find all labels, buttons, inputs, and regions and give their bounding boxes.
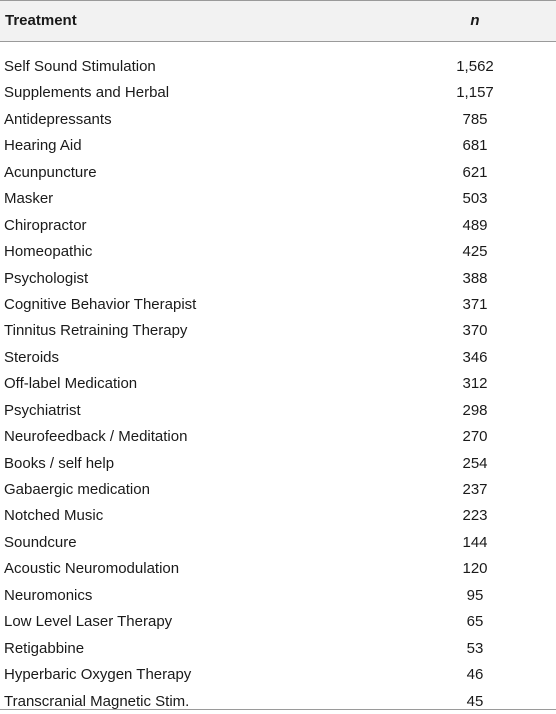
table-row (0, 132, 556, 158)
n-cell: 45 (466, 692, 484, 710)
header-n: n (470, 12, 480, 29)
table-row (0, 159, 556, 185)
table-row (0, 185, 556, 211)
table-row (0, 265, 556, 291)
treatment-cell: Neurofeedback / Meditation (4, 428, 188, 446)
n-cell: 621 (462, 163, 488, 181)
treatment-cell: Steroids (4, 348, 60, 366)
treatment-cell: Acoustic Neuromodulation (4, 560, 180, 578)
table-row (0, 344, 556, 370)
table-row (0, 476, 556, 502)
table-row (0, 582, 556, 608)
table-row (0, 555, 556, 581)
n-cell: 298 (462, 401, 488, 419)
table-row (0, 608, 556, 634)
n-cell: 388 (462, 269, 488, 287)
treatment-cell: Homeopathic (4, 243, 93, 261)
treatment-cell: Acunpuncture (4, 163, 97, 181)
treatment-cell: Gabaergic medication (4, 481, 150, 498)
table-row (0, 450, 556, 476)
n-cell: 237 (462, 481, 488, 498)
treatment-cell: Hearing Aid (4, 137, 82, 155)
n-cell: 144 (462, 533, 488, 551)
table-row (0, 106, 556, 132)
table-row (0, 661, 556, 687)
table-header (0, 0, 556, 42)
treatment-cell: Off-label Medication (4, 375, 138, 393)
n-cell: 370 (462, 322, 488, 340)
treatment-cell: Supplements and Herbal (4, 84, 170, 102)
n-cell: 503 (462, 190, 488, 208)
n-cell: 95 (466, 586, 484, 604)
treatment-cell: Neuromonics (4, 586, 93, 604)
n-cell: 254 (462, 454, 488, 472)
treatment-cell: Chiropractor (4, 216, 87, 234)
n-cell: 120 (462, 560, 488, 578)
n-cell: 425 (462, 243, 488, 261)
table-row (0, 79, 556, 105)
table-body (0, 53, 556, 714)
table-row (0, 317, 556, 343)
table-row (0, 397, 556, 423)
treatment-cell: Antidepressants (4, 110, 112, 128)
bottom-rule (0, 709, 556, 710)
treatment-cell: Books / self help (4, 454, 115, 472)
treatment-cell: Soundcure (4, 533, 77, 551)
n-cell: 65 (466, 613, 484, 631)
treatment-cell: Transcranial Magnetic Stim. (4, 692, 190, 710)
table-row (0, 502, 556, 528)
n-cell: 785 (462, 110, 488, 128)
n-cell: 489 (462, 216, 488, 234)
table-row (0, 238, 556, 264)
n-cell: 53 (466, 639, 484, 657)
n-cell: 270 (462, 428, 488, 446)
treatment-cell: Psychologist (4, 269, 89, 287)
n-cell: 1,157 (456, 84, 494, 102)
table-row (0, 529, 556, 555)
treatment-cell: Psychiatrist (4, 401, 81, 419)
table-row (0, 423, 556, 449)
n-cell: 346 (462, 348, 488, 366)
treatment-cell: Tinnitus Retraining Therapy (4, 322, 188, 340)
treatment-cell: Notched Music (4, 507, 104, 525)
treatment-cell: Low Level Laser Therapy (4, 613, 173, 631)
treatment-cell: Hyperbaric Oxygen Therapy (4, 666, 192, 684)
table-row (0, 291, 556, 317)
header-treatment: Treatment (5, 12, 77, 29)
treatment-cell: Masker (4, 190, 54, 208)
n-cell: 371 (462, 295, 488, 313)
treatment-cell: Retigabbine (4, 639, 85, 657)
table-row (0, 370, 556, 396)
table-row (0, 635, 556, 661)
n-cell: 312 (462, 375, 488, 393)
treatment-cell: Self Sound Stimulation (4, 58, 156, 75)
n-cell: 681 (462, 137, 488, 155)
n-cell: 1,562 (456, 58, 494, 75)
treatment-cell: Cognitive Behavior Therapist (4, 295, 197, 313)
table-row (0, 53, 556, 79)
n-cell: 46 (466, 666, 484, 684)
n-cell: 223 (462, 507, 488, 525)
table-row (0, 212, 556, 238)
